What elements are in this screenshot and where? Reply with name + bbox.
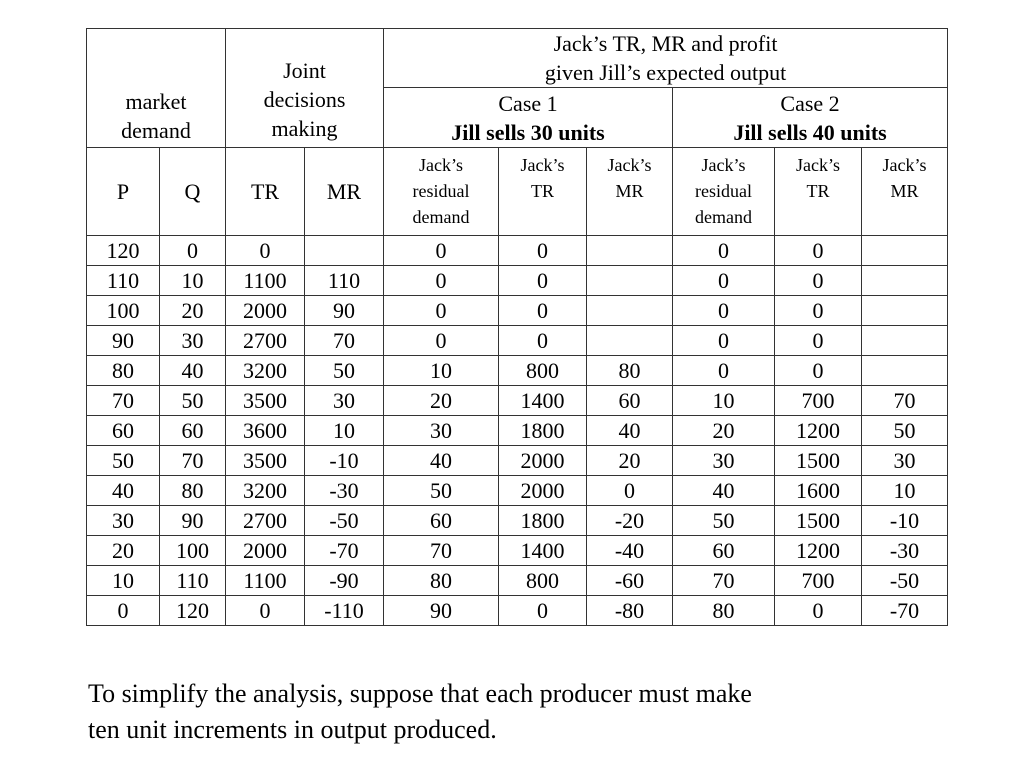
table-cell: 40 — [160, 356, 226, 386]
table-cell: 700 — [775, 386, 862, 416]
table-cell: 80 — [87, 356, 160, 386]
table-cell: 800 — [499, 356, 587, 386]
table-row — [87, 506, 948, 536]
table-cell: -110 — [305, 596, 384, 626]
header-line: MR — [615, 181, 644, 201]
table-cell: 0 — [673, 356, 775, 386]
col-header-p: P — [87, 148, 160, 236]
table-cell: 60 — [160, 416, 226, 446]
table-cell: 20 — [587, 446, 673, 476]
data-table — [86, 28, 948, 626]
table-cell: 10 — [673, 386, 775, 416]
table-cell: 0 — [775, 266, 862, 296]
header-line: residual — [412, 181, 470, 201]
table-cell: 0 — [384, 296, 499, 326]
case1-title: Case 1 — [498, 90, 558, 116]
table-cell: 80 — [160, 476, 226, 506]
joint-decisions-line: making — [271, 116, 338, 141]
table-cell: 800 — [499, 566, 587, 596]
header-line: Jack’s — [607, 155, 652, 175]
table-row — [87, 326, 948, 356]
table-cell: 60 — [673, 536, 775, 566]
table-cell: 2000 — [226, 296, 305, 326]
col-header-tr: TR — [226, 148, 305, 236]
table-cell: 2700 — [226, 326, 305, 356]
table-cell: 0 — [673, 326, 775, 356]
table-cell: 0 — [775, 236, 862, 266]
table-cell: -30 — [305, 476, 384, 506]
header-row-top — [87, 29, 948, 88]
table-cell: -10 — [862, 506, 948, 536]
table-cell — [305, 236, 384, 266]
table-cell: 120 — [160, 596, 226, 626]
table-cell: -40 — [587, 536, 673, 566]
table-row — [87, 476, 948, 506]
table-cell: 2000 — [499, 446, 587, 476]
table-cell — [587, 266, 673, 296]
table-cell: 1400 — [499, 386, 587, 416]
table-cell: 70 — [862, 386, 948, 416]
col-header-case1-residual-demand — [384, 148, 499, 236]
header-row-columns — [87, 148, 948, 236]
table-cell: -50 — [305, 506, 384, 536]
table-cell: 100 — [160, 536, 226, 566]
table-cell: 110 — [305, 266, 384, 296]
table-cell: 30 — [305, 386, 384, 416]
table-cell: 50 — [87, 446, 160, 476]
table-cell: 700 — [775, 566, 862, 596]
table-cell: 1800 — [499, 416, 587, 446]
table-cell: 50 — [160, 386, 226, 416]
table-cell: 60 — [587, 386, 673, 416]
table-cell: 1200 — [775, 416, 862, 446]
table-cell: 0 — [499, 236, 587, 266]
col-header-case1-tr — [499, 148, 587, 236]
header-line: residual — [695, 181, 752, 201]
table-cell — [587, 296, 673, 326]
joint-decisions-header — [226, 29, 384, 148]
table-cell: 0 — [160, 236, 226, 266]
table-cell: 20 — [160, 296, 226, 326]
footer-line: ten unit increments in output produced. — [88, 715, 497, 744]
col-header-case1-mr — [587, 148, 673, 236]
table-cell: 10 — [305, 416, 384, 446]
table-cell: 0 — [226, 596, 305, 626]
header-line: demand — [695, 207, 752, 227]
table-body — [87, 236, 948, 626]
table-cell: 80 — [587, 356, 673, 386]
table-cell: 30 — [384, 416, 499, 446]
table-row — [87, 236, 948, 266]
case1-header — [384, 88, 673, 148]
table-cell: 100 — [87, 296, 160, 326]
table-cell: -70 — [305, 536, 384, 566]
table-cell: 60 — [87, 416, 160, 446]
table-cell: 70 — [305, 326, 384, 356]
col-header-mr: MR — [305, 148, 384, 236]
table-cell: 2000 — [226, 536, 305, 566]
col-header-case2-tr — [775, 148, 862, 236]
table-cell: 0 — [226, 236, 305, 266]
table-cell: 3600 — [226, 416, 305, 446]
table-cell: 10 — [160, 266, 226, 296]
joint-decisions-line: Joint — [283, 58, 326, 83]
table-cell: 90 — [384, 596, 499, 626]
table-cell: 70 — [673, 566, 775, 596]
table-row — [87, 416, 948, 446]
table-cell: 80 — [673, 596, 775, 626]
table-cell: 2000 — [499, 476, 587, 506]
table-cell: 3500 — [226, 386, 305, 416]
table-cell: 2700 — [226, 506, 305, 536]
table-cell: 40 — [384, 446, 499, 476]
header-line: TR — [806, 181, 830, 201]
table-cell: 0 — [87, 596, 160, 626]
table-cell: 1100 — [226, 266, 305, 296]
jack-group-line: given Jill’s expected output — [544, 60, 787, 85]
table-cell: 60 — [384, 506, 499, 536]
table-cell: 110 — [87, 266, 160, 296]
table-cell: 3500 — [226, 446, 305, 476]
table-cell: 70 — [384, 536, 499, 566]
table-cell: 0 — [384, 236, 499, 266]
table-cell: 40 — [673, 476, 775, 506]
table-cell: -20 — [587, 506, 673, 536]
table-row — [87, 386, 948, 416]
table-cell: 0 — [673, 296, 775, 326]
table-cell: 70 — [160, 446, 226, 476]
table-cell: 50 — [862, 416, 948, 446]
table-cell: 90 — [305, 296, 384, 326]
table-cell: 30 — [673, 446, 775, 476]
table-cell: 20 — [673, 416, 775, 446]
footer-note — [88, 676, 928, 748]
table-cell — [587, 326, 673, 356]
jack-group-line: Jack’s TR, MR and profit — [553, 31, 778, 56]
table-cell: 40 — [587, 416, 673, 446]
table-row — [87, 296, 948, 326]
table-cell: 0 — [775, 356, 862, 386]
table-cell: 0 — [775, 596, 862, 626]
table-cell: 90 — [87, 326, 160, 356]
table-cell: -50 — [862, 566, 948, 596]
header-line: Jack’s — [520, 155, 565, 175]
jack-group-header — [384, 29, 948, 88]
case1-subtitle: Jill sells 30 units — [451, 119, 605, 145]
table-cell: 0 — [384, 266, 499, 296]
table-cell: -70 — [862, 596, 948, 626]
table-cell — [862, 296, 948, 326]
header-line: demand — [412, 207, 470, 227]
table-cell: 50 — [305, 356, 384, 386]
table-cell — [862, 236, 948, 266]
table-cell: 10 — [862, 476, 948, 506]
table-cell: 1100 — [226, 566, 305, 596]
table-cell: 0 — [499, 326, 587, 356]
table-cell: 1600 — [775, 476, 862, 506]
table-cell: 1200 — [775, 536, 862, 566]
table-cell — [862, 266, 948, 296]
table-cell: 30 — [862, 446, 948, 476]
table-cell: -60 — [587, 566, 673, 596]
table-cell: 0 — [775, 326, 862, 356]
table-cell: 0 — [384, 326, 499, 356]
case2-title: Case 2 — [780, 90, 840, 116]
table-cell — [862, 326, 948, 356]
table-row — [87, 446, 948, 476]
table-row — [87, 266, 948, 296]
table-cell: 110 — [160, 566, 226, 596]
table-cell: 50 — [673, 506, 775, 536]
header-line: MR — [890, 181, 919, 201]
table-cell: -10 — [305, 446, 384, 476]
market-demand-line: market — [125, 89, 187, 114]
col-header-case2-mr — [862, 148, 948, 236]
table-cell: 0 — [775, 296, 862, 326]
table-row — [87, 356, 948, 386]
joint-decisions-line: decisions — [263, 87, 346, 112]
case2-subtitle: Jill sells 40 units — [733, 119, 887, 145]
table-cell — [587, 236, 673, 266]
table-cell: -80 — [587, 596, 673, 626]
table-cell: 0 — [499, 596, 587, 626]
col-header-q: Q — [160, 148, 226, 236]
table-cell: 1500 — [775, 446, 862, 476]
table-cell: 0 — [587, 476, 673, 506]
table-cell: 10 — [87, 566, 160, 596]
table-cell: 90 — [160, 506, 226, 536]
footer-line: To simplify the analysis, suppose that each producer must make — [88, 679, 752, 708]
table-cell: 3200 — [226, 476, 305, 506]
table-cell: 0 — [499, 296, 587, 326]
table-cell: 50 — [384, 476, 499, 506]
table-cell: 10 — [384, 356, 499, 386]
header-line: Jack’s — [701, 155, 746, 175]
table-cell: 0 — [673, 236, 775, 266]
table-cell: 30 — [160, 326, 226, 356]
table-cell: -90 — [305, 566, 384, 596]
table-cell: 0 — [499, 266, 587, 296]
table-cell: 1400 — [499, 536, 587, 566]
table-cell: 20 — [87, 536, 160, 566]
col-header-case2-residual-demand — [673, 148, 775, 236]
header-line: TR — [531, 181, 555, 201]
table-cell: 0 — [673, 266, 775, 296]
table-cell: 30 — [87, 506, 160, 536]
header-line: Jack’s — [419, 155, 464, 175]
table-cell: -30 — [862, 536, 948, 566]
table-cell: 1800 — [499, 506, 587, 536]
header-line: Jack’s — [796, 155, 841, 175]
table-cell: 3200 — [226, 356, 305, 386]
case2-header — [673, 88, 948, 148]
table-cell: 120 — [87, 236, 160, 266]
market-demand-header — [87, 29, 226, 148]
table-cell: 70 — [87, 386, 160, 416]
table-cell — [862, 356, 948, 386]
market-demand-line: demand — [121, 118, 191, 143]
table-cell: 40 — [87, 476, 160, 506]
table-row — [87, 536, 948, 566]
header-line: Jack’s — [882, 155, 927, 175]
table-row — [87, 596, 948, 626]
table-cell: 1500 — [775, 506, 862, 536]
table-cell: 20 — [384, 386, 499, 416]
table-cell: 80 — [384, 566, 499, 596]
table-row — [87, 566, 948, 596]
